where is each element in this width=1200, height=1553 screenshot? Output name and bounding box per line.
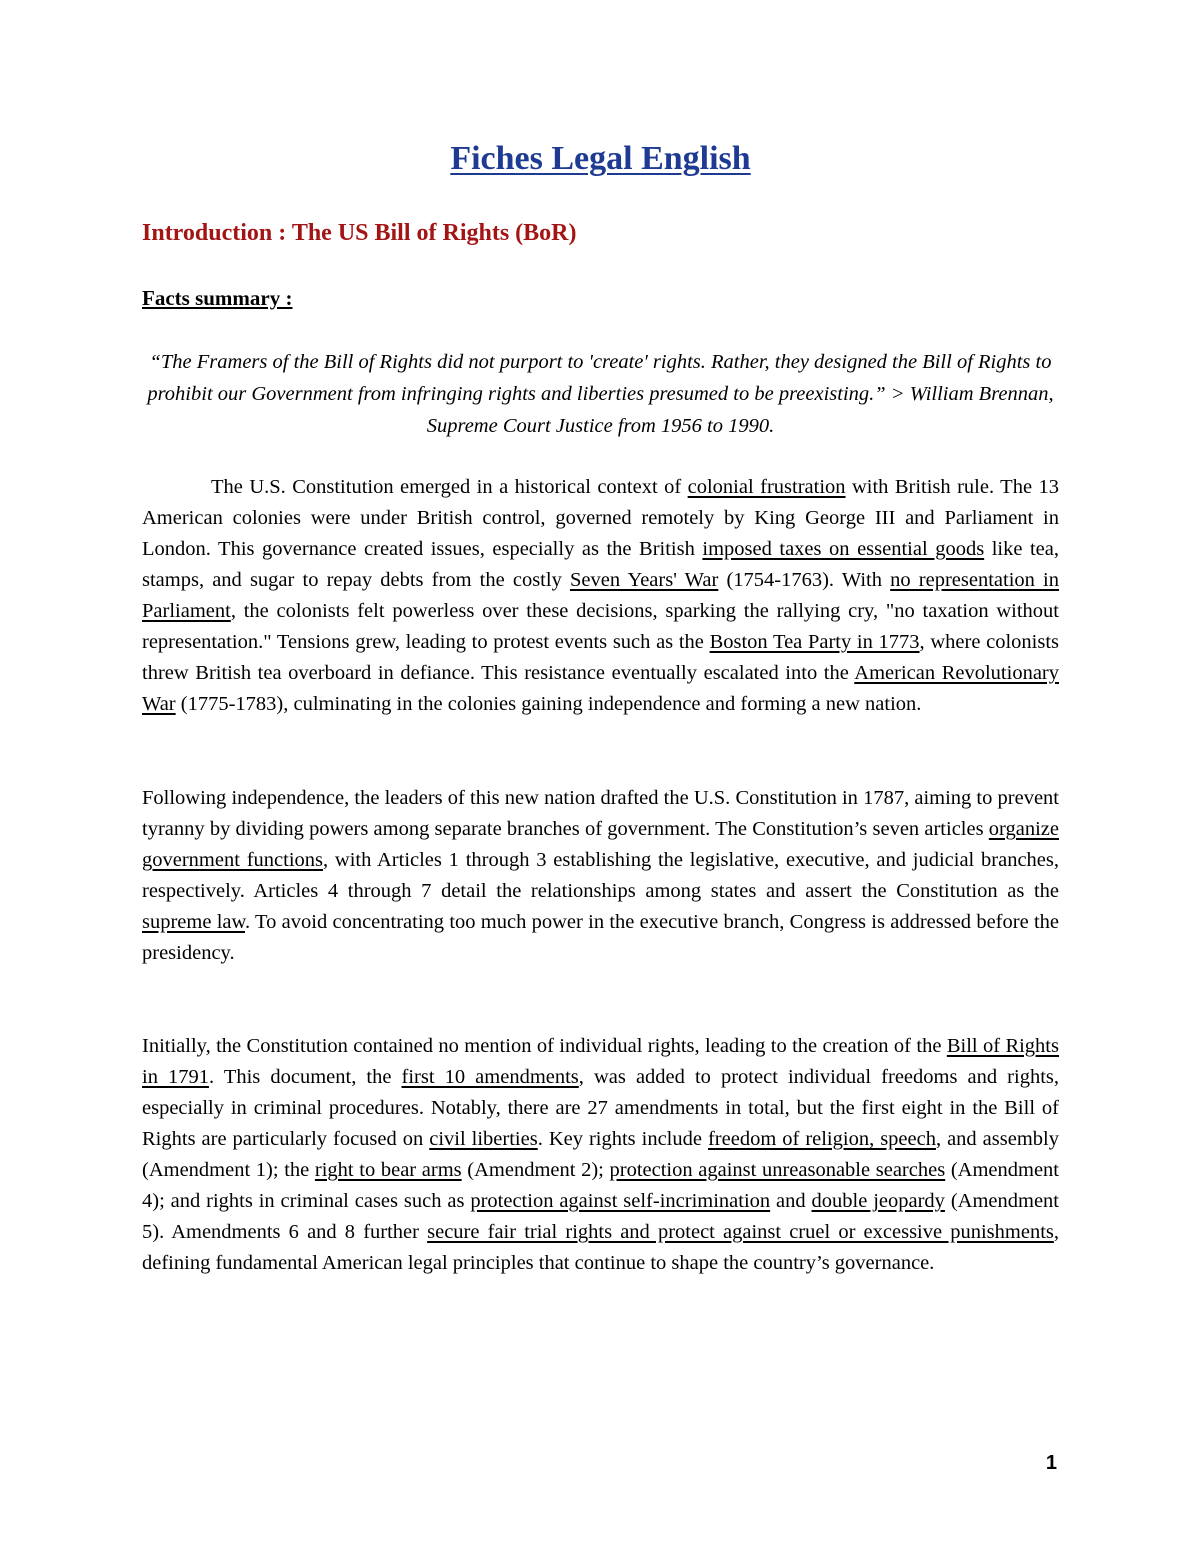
underlined-term: Boston Tea Party in 1773 xyxy=(709,631,920,653)
text-segment: , defining fundamental American legal principles that continue to shape the country’s governance. xyxy=(142,1221,1059,1274)
text-segment: (Amendment 4); and rights in criminal cases such as xyxy=(142,1159,1059,1212)
underlined-term: secure fair trial rights and protect against cruel or excessive punishments xyxy=(427,1221,1054,1243)
intro-heading: Introduction : The US Bill of Rights (BoR) xyxy=(142,220,577,246)
text-segment: Following independence, the leaders of this new nation drafted the U.S. Constitution in 1787, aiming to prevent tyranny by dividing powers among separate branches of government. The Constitution’s seven articles xyxy=(142,787,1059,840)
page-number: 1 xyxy=(1045,1452,1057,1474)
text-segment: (Amendment 2); xyxy=(461,1159,610,1181)
text-segment: , the colonists felt powerless over these decisions, sparking the rallying cry, "no taxation without representation." Tensions grew, leading to protest events such as the xyxy=(142,600,1059,653)
brennan-quote: “The Framers of the Bill of Rights did not purport to 'create' rights. Rather, they designed the Bill of Rights to prohibit our Government from infringing rights and liberties presumed to be preexisting.” > William Brennan, Supreme Court Justice from 1956 to 1990. xyxy=(147,351,1054,437)
facts-summary-heading: Facts summary : xyxy=(142,286,293,310)
text-segment: with British rule. The 13 American colonies were under British control, governed remotely by King George III and Parliament in London. This governance created issues, especially as the British xyxy=(142,476,1059,560)
text-segment: . Key rights include xyxy=(537,1128,708,1150)
underlined-term: supreme law xyxy=(142,911,245,933)
underlined-term: Bill of Rights in 1791 xyxy=(142,1035,1059,1088)
text-segment: Initially, the Constitution contained no mention of individual rights, leading to the creation of the xyxy=(142,1035,947,1057)
underlined-term: civil liberties xyxy=(429,1128,538,1150)
text-segment: (1754-1763). With xyxy=(718,569,891,591)
text-segment: The U.S. Constitution emerged in a historical context of xyxy=(211,476,688,498)
underlined-term: no representation in Parliament xyxy=(142,569,1060,622)
paragraph-constitution-context xyxy=(142,472,1059,720)
text-segment: , and assembly (Amendment 1); the xyxy=(142,1128,1059,1181)
text-segment: and xyxy=(770,1190,812,1212)
text-segment: . To avoid concentrating too much power in the executive branch, Congress is addressed before the presidency. xyxy=(142,911,1060,964)
underlined-term: protection against self-incrimination xyxy=(470,1190,771,1212)
text-segment: (1775-1783), culminating in the colonies gaining independence and forming a new nation. xyxy=(175,693,922,715)
underlined-term: freedom of religion, speech xyxy=(707,1128,936,1150)
paragraph-bill-of-rights xyxy=(142,1031,1059,1279)
text-segment: , was added to protect individual freedoms and rights, especially in criminal procedures. Notably, there are 27 amendments in total, but the first eight in the Bill of Rights are particularly focused on xyxy=(142,1066,1059,1150)
underlined-term: imposed taxes on essential goods xyxy=(702,538,985,560)
underlined-term: first 10 amendments xyxy=(401,1066,579,1088)
underlined-term: colonial frustration xyxy=(687,476,846,498)
underlined-term: protection against unreasonable searches xyxy=(609,1159,946,1181)
underlined-term: organize government functions xyxy=(142,818,1059,871)
paragraph-constitution-drafting xyxy=(142,783,1059,969)
text-segment: (Amendment 5). Amendments 6 and 8 further xyxy=(142,1190,1059,1243)
document-title: Fiches Legal English xyxy=(450,140,751,177)
underlined-term: double jeopardy xyxy=(811,1190,945,1212)
underlined-term: right to bear arms xyxy=(314,1159,462,1181)
text-segment: like tea, stamps, and sugar to repay debts from the costly xyxy=(142,538,1059,591)
underlined-term: American Revolutionary War xyxy=(142,662,1059,715)
underlined-term: Seven Years' War xyxy=(569,569,719,591)
text-segment: , where colonists threw British tea overboard in defiance. This resistance eventually escalated into the xyxy=(142,631,1060,684)
text-segment: . This document, the xyxy=(209,1066,402,1088)
text-segment: , with Articles 1 through 3 establishing the legislative, executive, and judicial branches, respectively. Articles 4 through 7 detail the relationships among states and assert the Constitution as the xyxy=(142,849,1059,902)
